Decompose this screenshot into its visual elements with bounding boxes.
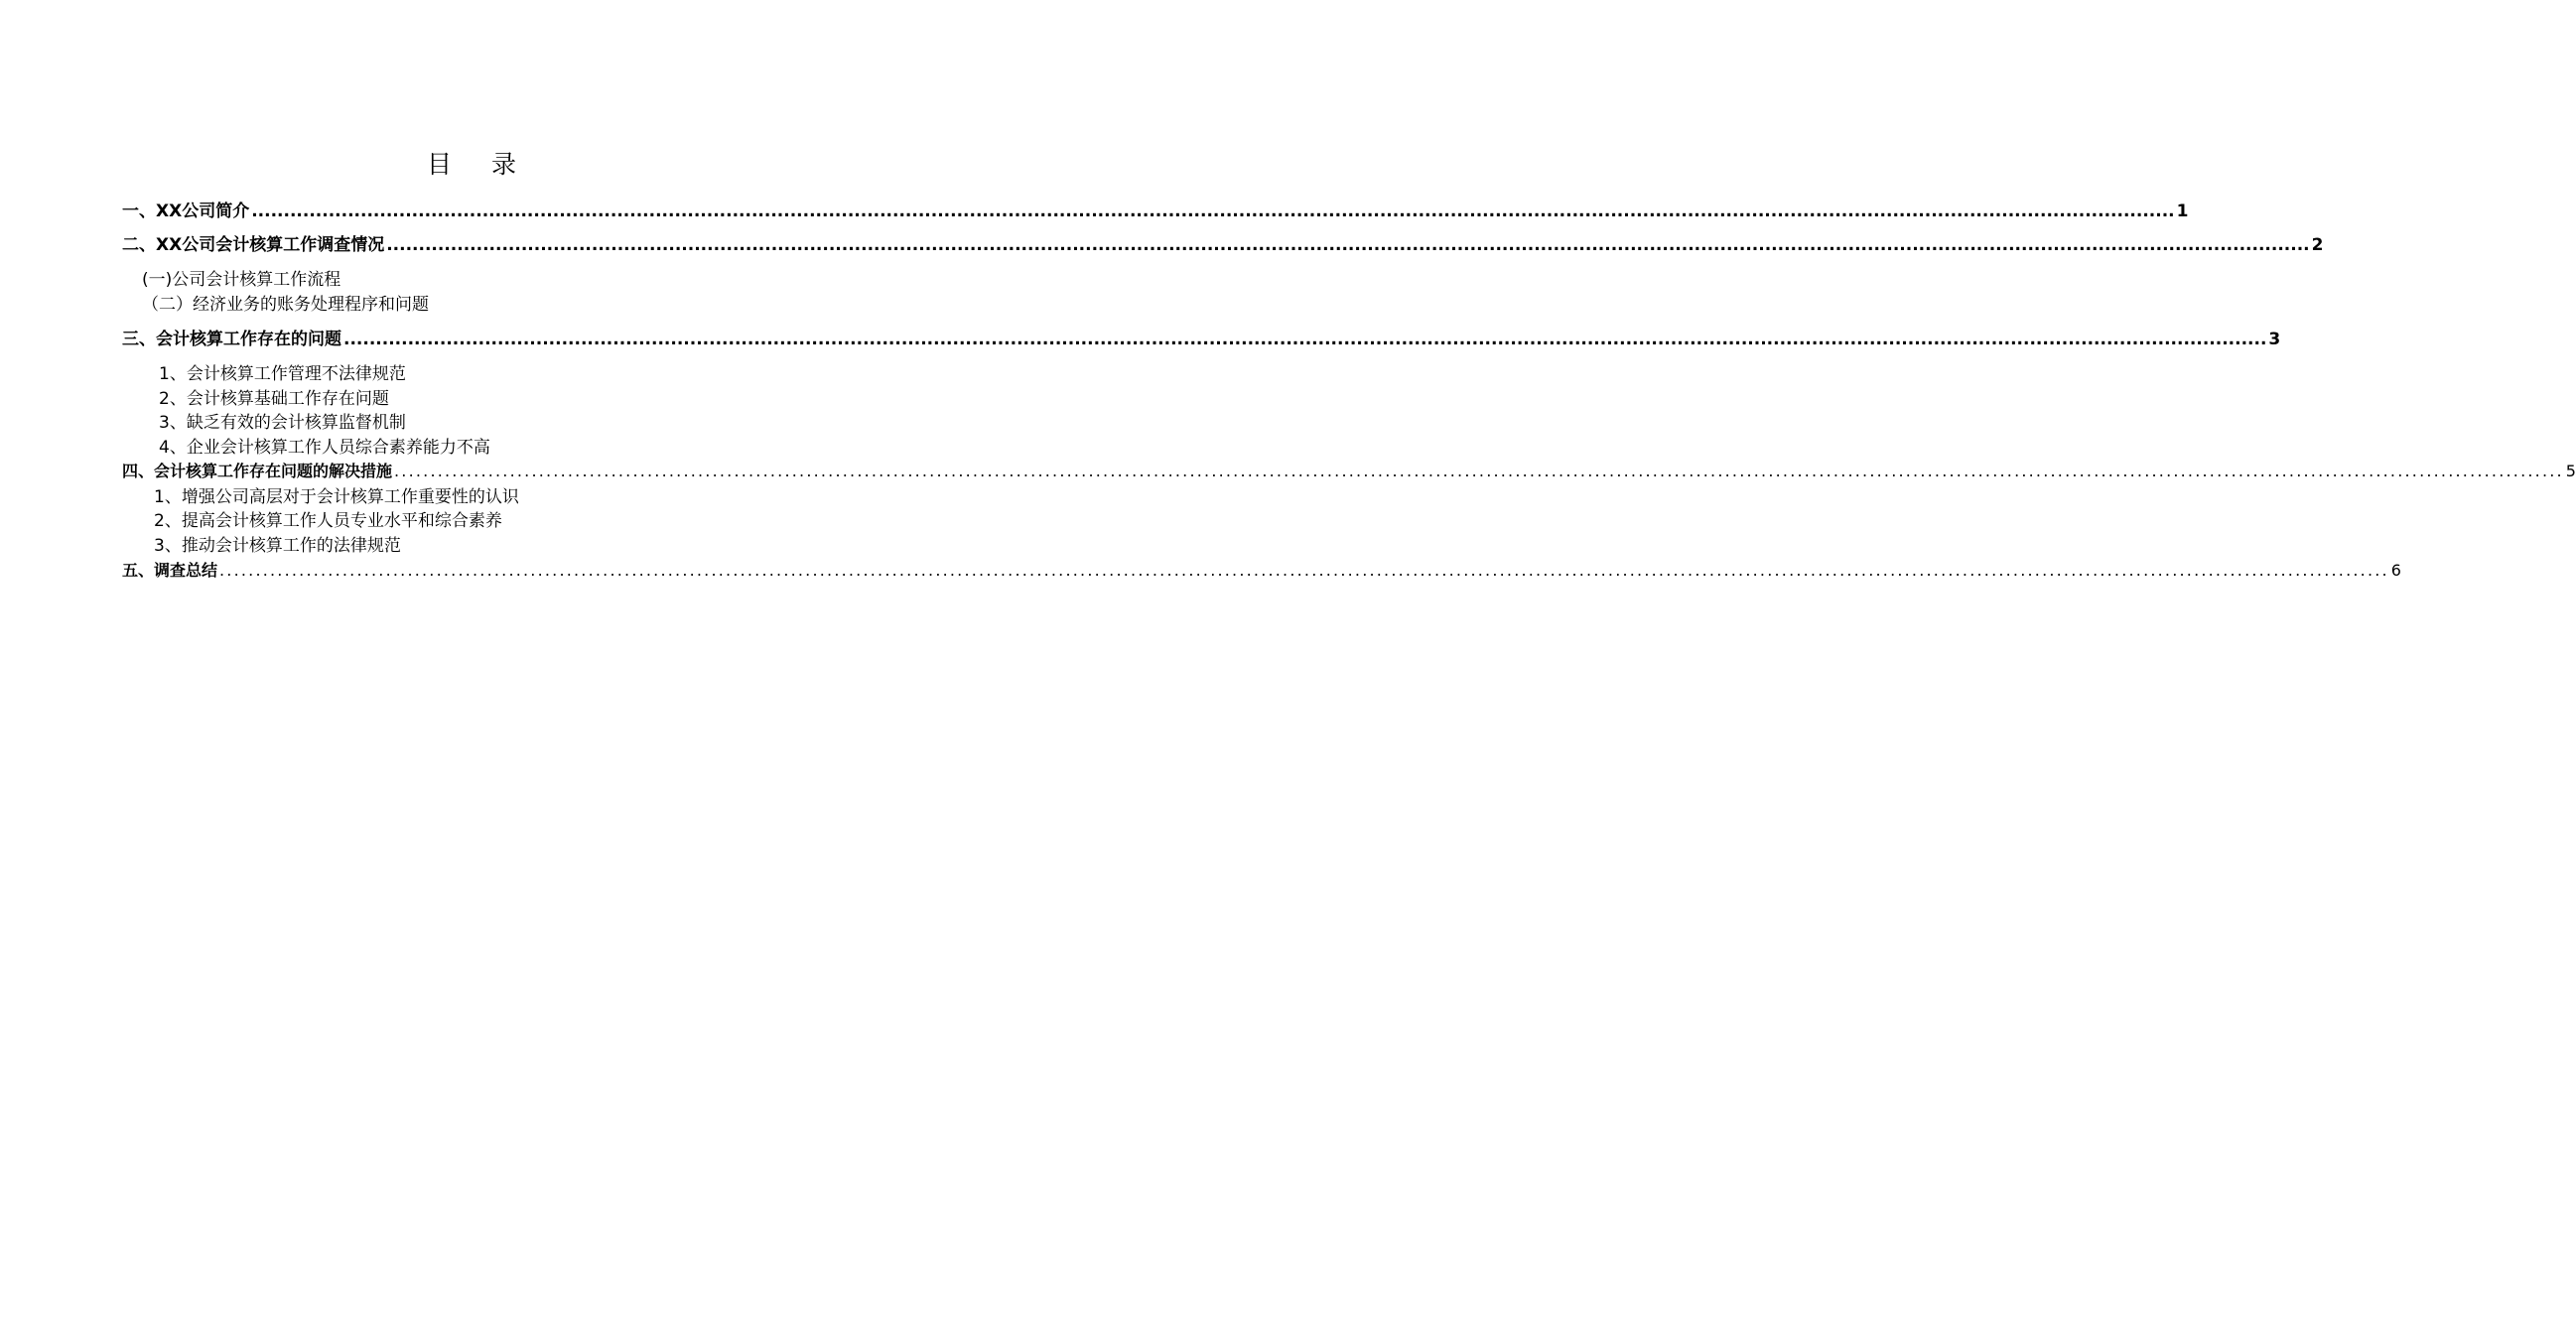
toc-subentry[interactable]: 3、推动会计核算工作的法律规范 (154, 536, 401, 556)
toc-entry-label: 四、会计核算工作存在问题的解决措施 (122, 462, 393, 480)
toc-entry-section-3[interactable] (122, 328, 2281, 351)
toc-entry-label: 三、会计核算工作存在的问题 (122, 330, 341, 349)
toc-subentry[interactable]: (一)公司会计核算工作流程 (142, 270, 341, 290)
toc-title: 目 录 (427, 150, 532, 179)
toc-subentry[interactable]: 3、缺乏有效的会计核算监督机制 (159, 413, 406, 433)
toc-entry-section-2[interactable] (122, 233, 2324, 257)
toc-entry-label: 二、XX公司会计核算工作调查情况 (122, 235, 385, 255)
toc-entry-page: 2 (2311, 235, 2324, 255)
toc-entry-label: 五、调查总结 (122, 561, 218, 580)
toc-entry-section-4[interactable] (122, 461, 2576, 482)
toc-entry-page: 6 (2390, 561, 2401, 580)
toc-leader-dots: ............................................................................................................................................................................................................................................................................................................ (343, 330, 2267, 349)
toc-subentry[interactable]: 2、会计核算基础工作存在问题 (159, 389, 389, 409)
toc-leader-dots: ............................................................................................................................................................................................................................................................................................................ (394, 462, 2564, 480)
toc-entry-page: 5 (2565, 462, 2576, 480)
toc-leader-dots: ............................................................................................................................................................................................................................................................................................................ (219, 561, 2389, 580)
toc-entry-page: 3 (2268, 330, 2281, 349)
toc-leader-dots: ............................................................................................................................................................................................................................................................................................................ (386, 235, 2310, 255)
toc-subentry[interactable]: 1、会计核算工作管理不法律规范 (159, 364, 406, 384)
toc-entry-label: 一、XX公司简介 (122, 201, 250, 221)
toc-subentry[interactable]: （二）经济业务的账务处理程序和问题 (142, 295, 429, 315)
toc-entry-page: 1 (2176, 201, 2189, 221)
toc-subentry[interactable]: 2、提高会计核算工作人员专业水平和综合素养 (154, 511, 502, 531)
toc-entry-section-1[interactable] (122, 200, 2189, 223)
toc-subentry[interactable]: 4、企业会计核算工作人员综合素养能力不高 (159, 438, 490, 458)
toc-subentry[interactable]: 1、增强公司高层对于会计核算工作重要性的认识 (154, 487, 519, 507)
toc-leader-dots: ............................................................................................................................................................................................................................................................................................................ (251, 201, 2175, 221)
toc-entry-section-5[interactable] (122, 560, 2401, 582)
